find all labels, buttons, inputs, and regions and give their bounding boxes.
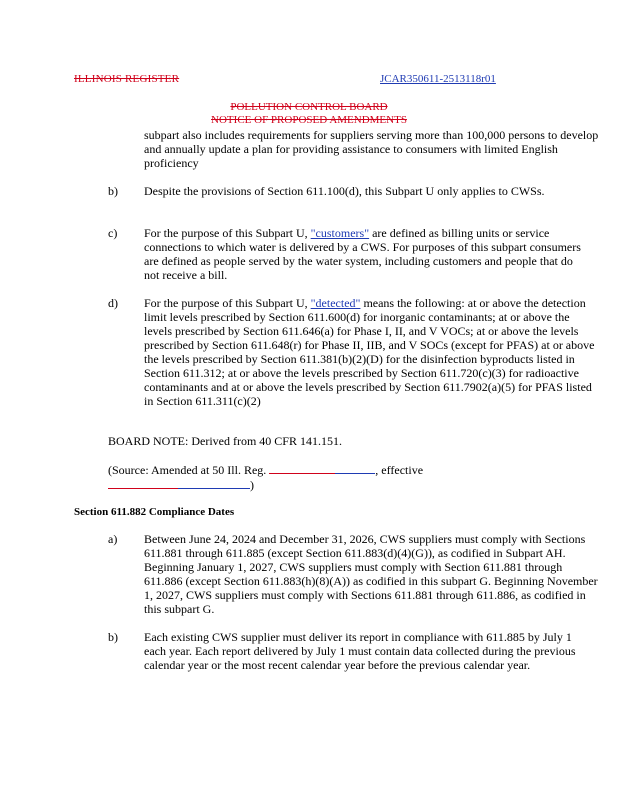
item-d-label: d) — [108, 296, 118, 310]
section-item-a-text: Between June 24, 2024 and December 31, 2026, CWS suppliers must comply with Sections 611.881 through 611.885 (except Section 611.883(d)(4)(G)), as codified in Subpart AH. Beginning January 1, 2027, CWS suppliers must comply with Section 611.881 through 611.886 (except Section 611.883(h)(8)(A)) as codified in this subpart G. Beginning November 1, 2027, CWS suppliers must comply with Sections 611.881 through 611.886, as codified in this subpart G. — [144, 532, 598, 616]
board-title: POLLUTION CONTROL BOARD — [230, 101, 388, 113]
detected-term: "detected" — [310, 296, 361, 310]
item-b-label: b) — [108, 184, 118, 198]
reg-blank-inserted — [335, 462, 375, 474]
item-b-text: Despite the provisions of Section 611.100(d), this Subpart U only applies to CWSs. — [144, 184, 545, 198]
item-c-label: c) — [108, 226, 118, 240]
item-c-text-a: For the purpose of this Subpart U, — [144, 226, 311, 240]
document-id: JCAR350611-2513118r01 — [380, 73, 496, 85]
section-item-b-label: b) — [108, 630, 118, 644]
effective-blank-deleted — [108, 477, 178, 489]
item-d-text — [144, 296, 599, 408]
customers-term: "customers" — [310, 226, 370, 240]
source-suffix: ) — [250, 478, 254, 492]
item-c-text-b: are defined as billing units or service connections to which water is delivered by a CWS. For purposes of this subpart consumers are defined as people served by the water system, including customers and people that do not receive a bill. — [144, 226, 581, 282]
source-prefix: (Source: Amended at 50 Ill. Reg. — [108, 463, 270, 477]
item-d-text-a: For the purpose of this Subpart U, — [144, 296, 311, 310]
item-d-text-b: means the following: at or above the detection limit levels prescribed by Section 611.600(d) for inorganic contaminants; at or above the levels prescribed by Section 611.646(a) for Phase I, II, and V VOCs; at or above the levels prescribed by Section 611.648(r) for Phase II, IIB, and V SOCs (except for PFAS) at or above the levels prescribed by Section 611.381(b)(2)(D) for the disinfection byproducts listed in Section 611.312; at or above the levels prescribed by Section 611.720(c)(3) for radioactive contaminants and at or above the levels prescribed by Section 611.7902(a)(5) for PFAS listed in Section 611.311(c)(2) — [144, 296, 595, 408]
intro-paragraph: subpart also includes requirements for suppliers serving more than 100,000 persons to develop and annually update a plan for providing assistance to consumers with limited English proficiency — [144, 128, 599, 170]
source-mid: , effective — [375, 463, 424, 477]
notice-title: NOTICE OF PROPOSED AMENDMENTS — [211, 114, 407, 126]
register-header: ILLINOIS REGISTER — [74, 73, 180, 85]
section-heading: Section 611.882 Compliance Dates — [74, 506, 235, 518]
source-line — [108, 462, 588, 477]
reg-blank-deleted — [269, 462, 335, 474]
board-note: BOARD NOTE: Derived from 40 CFR 141.151. — [108, 434, 342, 448]
effective-blank-inserted — [178, 477, 250, 489]
source-line-2 — [108, 477, 254, 492]
section-item-a-label: a) — [108, 532, 118, 546]
section-item-b-text: Each existing CWS supplier must deliver its report in compliance with 611.885 by July 1 each year. Each report delivered by July 1 must contain data collected during the previous calendar year or the most recent calendar year before the previous calendar year. — [144, 630, 576, 672]
item-c-text — [144, 226, 584, 282]
